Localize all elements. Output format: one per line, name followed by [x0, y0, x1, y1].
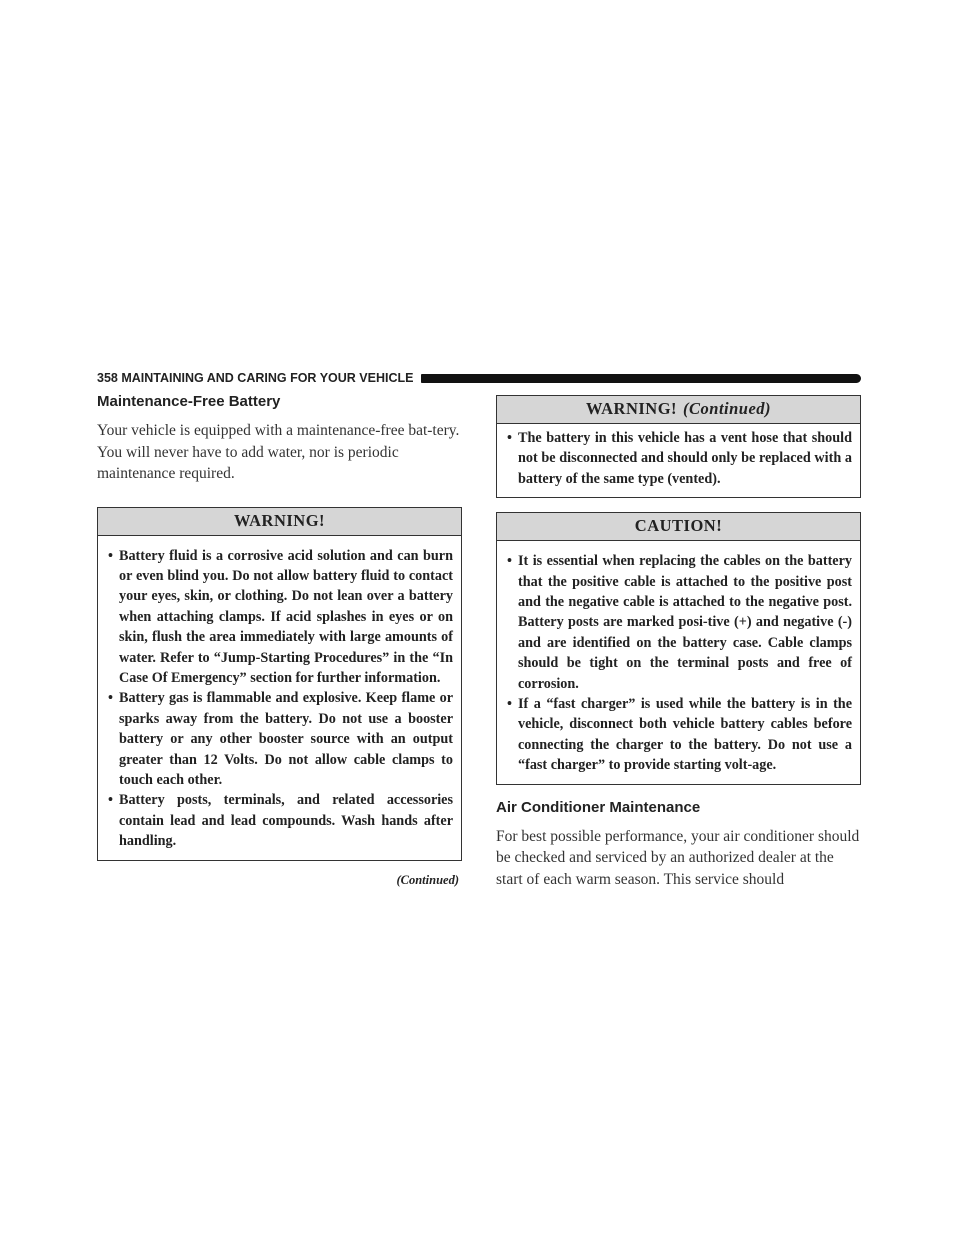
warning-continued-list	[497, 424, 860, 497]
warning-item: • The battery in this vehicle has a vent hose that should not be disconnected and should only be replaced with a battery of the same type (vented).	[507, 428, 852, 489]
caution-item: • It is essential when replacing the cables on the battery that the positive cable is attached to the positive post and the negative cable is attached to the negative post. Battery posts are marked posi-tive (+) and negative (-) and are identified on the battery case. Cable clamps should be tight on the terminal posts and free of corrosion.	[507, 551, 852, 694]
warning-continued-box	[496, 395, 861, 498]
section-heading-battery: Maintenance-Free Battery	[97, 393, 281, 410]
caution-item: • If a “fast charger” is used while the battery is in the vehicle, disconnect both vehicle battery cables before connecting the charger to the battery. Do not use a “fast charger” to provide starting volt-age.	[507, 694, 852, 776]
warning-box	[97, 507, 462, 861]
page-header	[97, 370, 861, 386]
warning-continued-title-text: WARNING!	[585, 399, 678, 418]
caution-title-text: CAUTION!	[634, 516, 723, 536]
page-number-and-section: 358 MAINTAINING AND CARING FOR YOUR VEHICLE	[97, 371, 414, 385]
air-conditioner-paragraph: For best possible performance, your air conditioner should be checked and serviced by an authorized dealer at the start of each warm season. This service should	[496, 827, 860, 888]
right-column	[496, 393, 861, 890]
warning-item: • Battery fluid is a corrosive acid solution and can burn or even blind you. Do not allow battery fluid to contact your eyes, skin, or clothing. Do not lean over a battery when attaching clamps. If acid splashes in eyes or on skin, flush the area immediately with large amounts of water. Refer to “Jump-Starting Procedures” in the “In Case Of Emergency” section for further information.	[108, 546, 453, 689]
warning-title	[98, 508, 461, 536]
left-column	[97, 393, 462, 888]
warning-list	[98, 536, 461, 860]
caution-title	[497, 513, 860, 541]
warning-continued-title	[497, 396, 860, 424]
continued-label: (Continued)	[396, 872, 459, 887]
warning-item: • Battery posts, terminals, and related accessories contain lead and lead compounds. Wash hands after handling.	[108, 790, 453, 851]
section-heading-air-conditioner: Air Conditioner Maintenance	[496, 798, 701, 816]
warning-continued-suffix: (Continued)	[683, 399, 772, 418]
header-rule	[421, 374, 861, 383]
caution-list	[497, 541, 860, 783]
warning-title-text: WARNING!	[233, 510, 326, 530]
warning-item: • Battery gas is flammable and explosive. Keep flame or sparks away from the battery. Do not use a booster battery or any other booster source with an output greater than 12 Volts. Do not allow cable clamps to touch each other.	[108, 688, 453, 790]
caution-box	[496, 512, 861, 784]
battery-intro-paragraph: Your vehicle is equipped with a maintenance-free bat-tery. You will never have to add water, nor is periodic maintenance required.	[97, 422, 460, 482]
